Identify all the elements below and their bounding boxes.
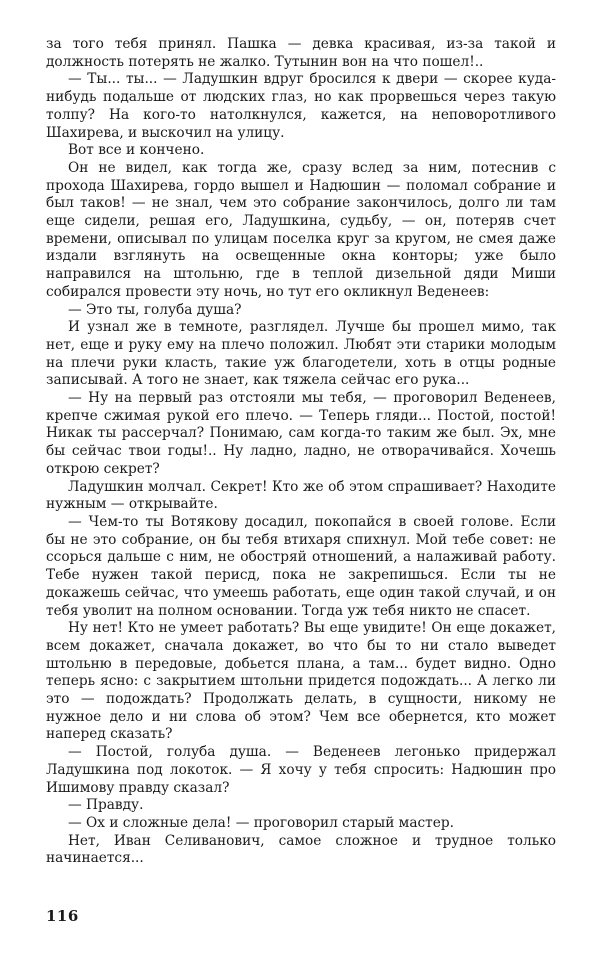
paragraph: — Правду. xyxy=(68,797,144,814)
paragraph: за того тебя принял. Пашка — девка красивая, из-за такой и должность потерять не жалко. Тутынин вон на что пошел!.. xyxy=(46,36,556,70)
paragraph: — Ты... ты... — Ладушкин вдруг бросился к двери — скорее куда-нибудь подальше от людских глаз, но как прорвешься через такую толпу? На кого-то натолкнулся, кажется, на неповоротливого Шахирева, и выскочил на улицу. xyxy=(46,71,556,141)
paragraph: Ладушкин молчал. Секрет! Кто же об этом спрашивает? Находите нужным — открывайте. xyxy=(46,478,556,513)
paragraph: — Постой, голуба душа. — Веденеев легонько придержал Ладушкина под локоток. — Я хочу у тебя спросить: Надюшин про Ишимову правду сказал? xyxy=(46,744,556,796)
paragraph: Он не видел, как тогда же, сразу вслед за ним, потеснив с прохода Шахирева, гордо вышел и Надюшин — поломал собрание и был таков! — не знал, чем это собрание закончилось, долго ли там еще сидели, решая его, Ладушкина, судьбу, — он, потеряв счет времени, описывал по улицам поселка круг за кругом, не смея даже издали взглянуть на освещенные окна конторы; уже было направился на штольню, где в теплой дизельной дяди Миши собирался провести эту ночь, но тут его окликнул Веденеев: xyxy=(46,159,556,300)
paragraph: Нет, Иван Селиванович, самое сложное и трудное только начинается... xyxy=(46,832,556,867)
paragraph: И узнал же в темноте, разглядел. Лучше бы прошел мимо, так нет, еще и руку ему на плечо положил. Любят эти старики молодым на плечи руки класть, такие уж благодетели, хоть в отцы родные записывай. А того не знает, как тяжела сейчас его рука... xyxy=(46,319,556,389)
page-number: 116 xyxy=(46,907,79,925)
paragraph: — Ох и сложные дела! — проговорил старый мастер. xyxy=(68,814,454,831)
paragraph: — Чем-то ты Вотякову досадил, покопайся в своей голове. Если бы не это собрание, он бы тебя втихаря спихнул. Мой тебе совет: не ссорься дальше с ним, не обостряй отношений, а налаживай работу. Тебе нужен такой перисд, пока не закрепишься. Если ты не докажешь сейчас, что умеешь работать, еще один такой случай, и он тебя уволит на полном основании. Тогда уж тебя никто не спасет. xyxy=(46,513,556,619)
paragraph: — Ну на первый раз отстояли мы тебя, — проговорил Веденеев, крепче сжимая рукой его плечо. — Теперь гляди... Постой, постой! Никак ты рассерчал? Понимаю, сам когда-то таким же был. Эх, мне бы сейчас твои годы!.. Ну ладно, ладно, не отворачивайся. Хочешь открою секрет? xyxy=(46,390,556,477)
paragraph: Вот все и кончено. xyxy=(68,142,205,159)
page-body xyxy=(46,36,556,868)
paragraph: Ну нет! Кто не умеет работать? Вы еще увидите! Он еще докажет, всем докажет, сначала докажет, во что бы то ни стало выведет штольню в передовые, добьется плана, а там... будет видно. Одно теперь ясно: с закрытием штольни придется подождать... А легко ли это — подождать? Продолжать делать, в сущности, никому не нужное дело и ни слова об этом? Чем все обернется, кто может наперед сказать? xyxy=(46,620,556,743)
paragraph: — Это ты, голуба душа? xyxy=(68,301,242,318)
